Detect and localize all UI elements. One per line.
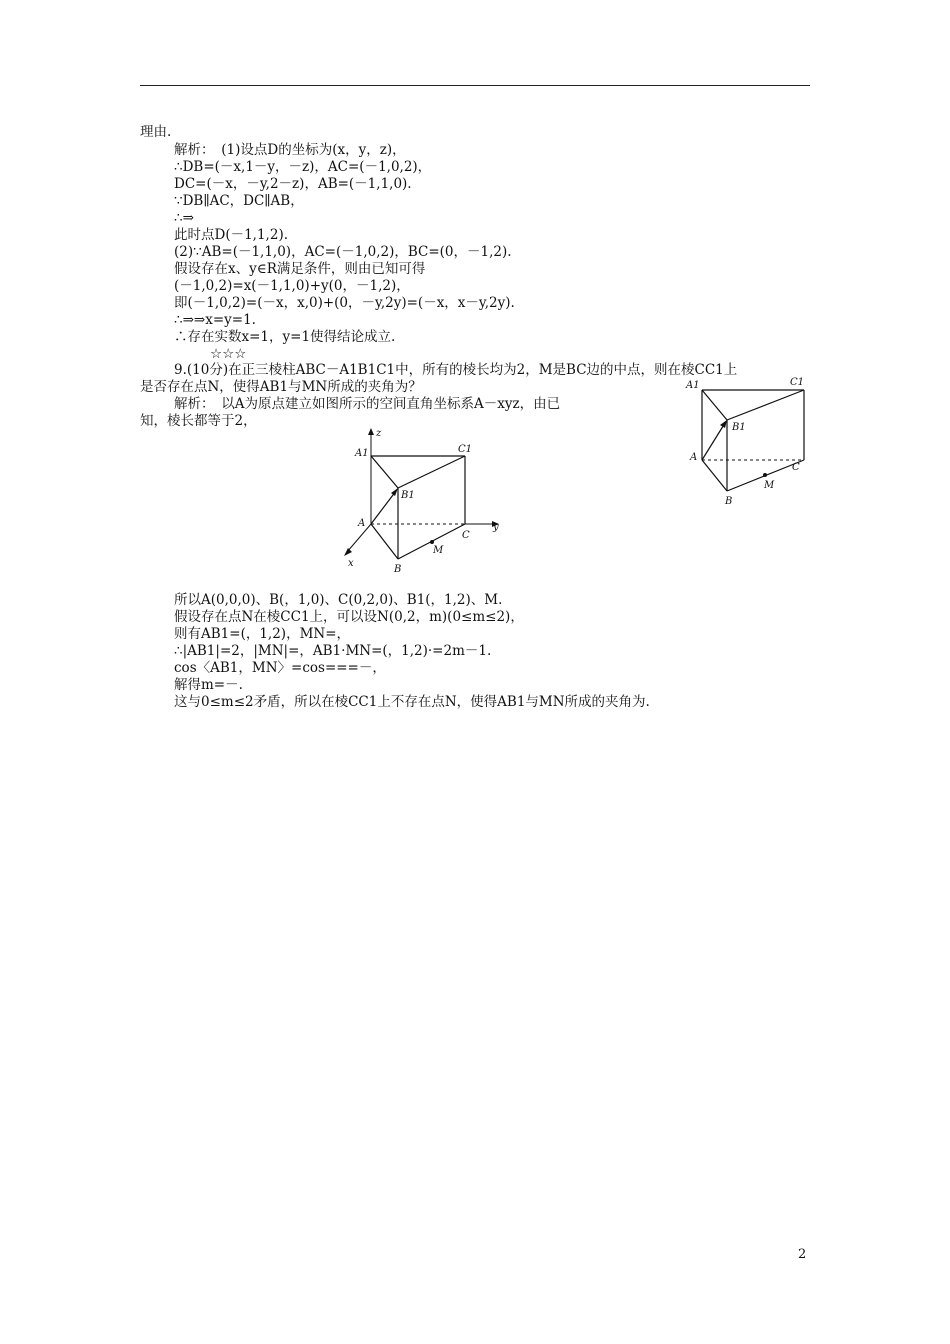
problem-statement: 9.(10分)在正三棱柱ABC－A1B1C1中，所有的棱长均为2，M是BC边的中点，则在棱CC1上 bbox=[174, 362, 738, 378]
header-rule bbox=[140, 85, 810, 86]
label-z: z bbox=[376, 428, 382, 439]
label-b1: B1 bbox=[401, 490, 415, 501]
text-line: 解析： (1)设点D的坐标为(x，y，z)， bbox=[174, 142, 406, 158]
arrowhead-icon bbox=[344, 548, 352, 556]
page-number: 2 bbox=[798, 1247, 807, 1262]
label-c: C bbox=[462, 530, 470, 541]
edge-b1c1 bbox=[398, 456, 465, 488]
prism-figure bbox=[680, 368, 820, 518]
text-line: 理由. bbox=[140, 124, 172, 140]
label-b1: B1 bbox=[732, 422, 746, 433]
text-line: 解得m=－. bbox=[174, 677, 243, 693]
vector-ab1 bbox=[371, 491, 396, 524]
edge-b1c1 bbox=[727, 390, 804, 420]
label-m: M bbox=[433, 545, 444, 556]
label-a: A bbox=[690, 452, 698, 463]
label-y: y bbox=[493, 522, 499, 533]
text-line: DC=(－x，－y,2－z)，AB=(－1,1,0). bbox=[174, 176, 412, 192]
text-line: (－1,0,2)=x(－1,1,0)+y(0，－1,2)， bbox=[174, 278, 410, 294]
label-a: A bbox=[358, 518, 366, 529]
label-x: x bbox=[348, 558, 354, 569]
text-line: (2)∵AB=(－1,1,0)，AC=(－1,0,2)，BC=(0，－1,2). bbox=[174, 244, 512, 260]
text-line: 所以A(0,0,0)、B(，1,0)、C(0,2,0)、B1(，1,2)、M. bbox=[174, 592, 503, 608]
arrowhead-icon bbox=[368, 428, 374, 435]
label-b: B bbox=[394, 564, 402, 575]
label-m: M bbox=[764, 480, 775, 491]
point-m bbox=[763, 473, 767, 477]
label-b: B bbox=[725, 496, 733, 507]
edge-ab bbox=[702, 460, 727, 491]
label-c1: C1 bbox=[790, 377, 805, 388]
edge-a1b1 bbox=[371, 456, 398, 488]
star-divider: ☆☆☆ bbox=[210, 346, 247, 362]
text-line: ∴存在实数x=1，y=1使得结论成立. bbox=[174, 329, 396, 345]
arrowhead-icon bbox=[391, 488, 398, 496]
text-line: 假设存在点N在棱CC1上，可以设N(0,2，m)(0≤m≤2)， bbox=[174, 609, 524, 625]
text-line: 此时点D(－1,1,2). bbox=[174, 227, 288, 243]
edge-a1b1 bbox=[702, 390, 727, 420]
text-line: 知，棱长都等于2， bbox=[140, 413, 257, 429]
text-line: ∴DB=(－x,1－y，－z)，AC=(－1,0,2)， bbox=[174, 159, 432, 175]
text-line: 这与0≤m≤2矛盾，所以在棱CC1上不存在点N，使得AB1与MN所成的夹角为. bbox=[174, 694, 650, 710]
label-c1: C1 bbox=[458, 444, 473, 455]
text-line: ∴⇒⇒x=y=1. bbox=[174, 312, 256, 328]
arrowhead-icon bbox=[720, 420, 727, 428]
edge-ab bbox=[371, 524, 398, 559]
coordinate-figure bbox=[340, 424, 510, 576]
text-line: ∴⇒ bbox=[174, 210, 194, 226]
problem-statement: 是否存在点N，使得AB1与MN所成的夹角为？ bbox=[140, 379, 422, 395]
text-line: ∴|AB1|=2，|MN|=，AB1·MN=(，1,2)·=2m－1. bbox=[174, 643, 492, 659]
vector-ab1 bbox=[702, 423, 725, 460]
text-line: 假设存在x、y∈R满足条件，则由已知可得 bbox=[174, 261, 426, 277]
text-line: cos〈AB1，MN〉=cos===－， bbox=[174, 660, 386, 676]
text-line: 解析： 以A为原点建立如图所示的空间直角坐标系A－xyz，由已 bbox=[174, 396, 561, 412]
text-line: 即(－1,0,2)=(－x，x,0)+(0，－y,2y)=(－x，x－y,2y). bbox=[174, 295, 515, 311]
label-a1: A1 bbox=[355, 448, 369, 459]
text-line: 则有AB1=(，1,2)，MN=， bbox=[174, 626, 351, 642]
label-c: C bbox=[792, 462, 800, 473]
label-a1: A1 bbox=[686, 380, 700, 391]
point-m bbox=[430, 540, 434, 544]
text-line: ∵DB∥AC，DC∥AB， bbox=[174, 193, 304, 209]
